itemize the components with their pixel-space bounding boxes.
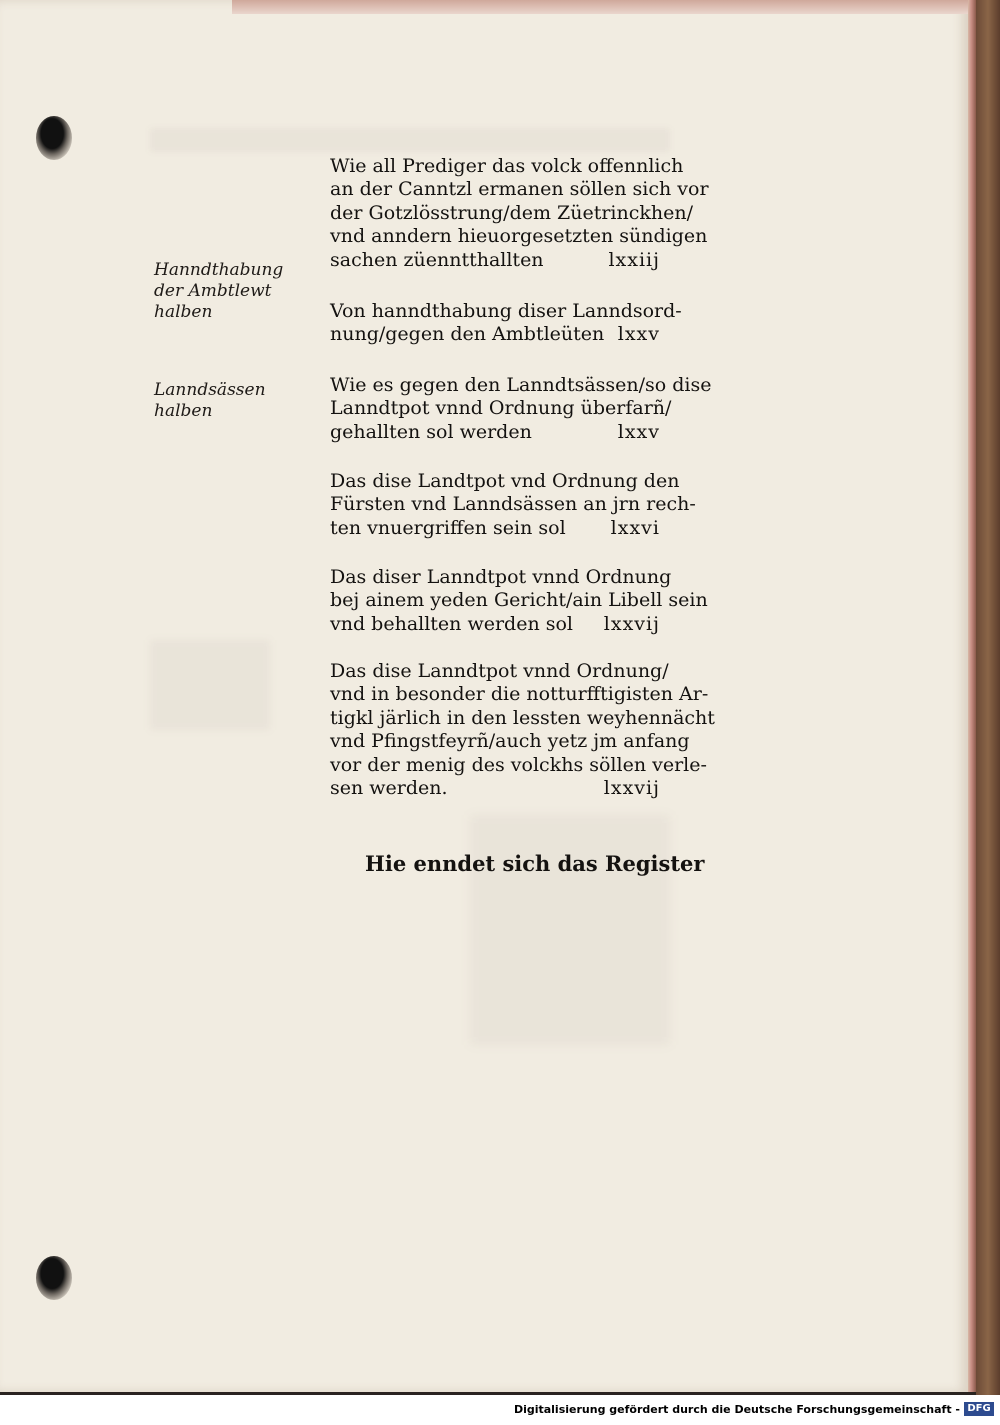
entry-line: Wie all Prediger das volck offennlich bbox=[330, 155, 684, 177]
entry-line: sachen züenntthallten bbox=[330, 248, 544, 271]
show-through-blur-1 bbox=[150, 128, 670, 152]
show-through-blur-3 bbox=[470, 815, 670, 1045]
entry-line: vnd Pfingstfeyrñ/auch yetz jm anfang bbox=[330, 730, 690, 753]
margin-note-officials: Hanndthabung der Ambtlewt halben bbox=[154, 260, 284, 322]
entry-line: vor der menig des volckhs söllen verle- bbox=[330, 753, 707, 776]
funding-credit: Digitalisierung gefördert durch die Deutsche Forschungsgemeinschaft - bbox=[513, 1403, 960, 1416]
entry-line: sen werden. bbox=[330, 777, 448, 800]
entry-line: Von hanndthabung diser Lanndsord- bbox=[330, 300, 682, 322]
folio-number: lxxvij bbox=[603, 612, 660, 635]
entry-line: Das diser Lanndtpot vnnd Ordnung bbox=[330, 566, 672, 588]
entry-line: Das dise Lanndtpot vnnd Ordnung/ bbox=[330, 660, 669, 682]
register-entry bbox=[330, 300, 682, 347]
register-entry bbox=[330, 566, 708, 636]
entry-line: der Gotzlösstrung/dem Züetrinckhen/ bbox=[330, 201, 694, 224]
entry-line: bej ainem yeden Gericht/ain Libell sein bbox=[330, 589, 708, 612]
footer-bar bbox=[0, 1395, 1000, 1425]
register-entry bbox=[330, 660, 715, 800]
folio-number: lxxvij bbox=[603, 777, 660, 800]
entry-line: nung/gegen den Ambtleüten bbox=[330, 323, 605, 346]
entry-line: gehallten sol werden bbox=[330, 420, 532, 443]
folio-number: lxxiij bbox=[608, 248, 660, 271]
entry-line: vnd anndern hieuorgesetzten sündigen bbox=[330, 225, 708, 248]
register-entry bbox=[330, 470, 696, 540]
page-top-edge bbox=[232, 0, 968, 14]
page-edge bbox=[968, 0, 976, 1392]
entry-line: Lanndtpot vnnd Ordnung überfarñ/ bbox=[330, 397, 672, 420]
entry-line: Wie es gegen den Lanndtsässen/so dise bbox=[330, 374, 712, 396]
entry-line: vnd in besonder die notturfftigisten Ar- bbox=[330, 683, 709, 706]
register-end-line: Hie enndet sich das Register bbox=[365, 851, 705, 876]
dfg-logo: DFG bbox=[964, 1402, 994, 1416]
entry-line: vnd behallten werden sol bbox=[330, 612, 573, 635]
entry-line: Fürsten vnd Lanndsässen an jrn rech- bbox=[330, 493, 696, 516]
entry-line: an der Canntzl ermanen söllen sich vor bbox=[330, 178, 709, 201]
folio-number: lxxv bbox=[617, 323, 660, 346]
punch-hole-bottom bbox=[36, 1256, 72, 1300]
margin-note-landholders: Lanndsässen halben bbox=[154, 380, 266, 421]
register-entry bbox=[330, 374, 712, 444]
entry-line: ten vnuergriffen sein sol bbox=[330, 516, 566, 539]
punch-hole-top bbox=[36, 116, 72, 160]
register-entry bbox=[330, 155, 709, 272]
folio-number: lxxv bbox=[617, 420, 660, 443]
entry-line: tigkl järlich in den lessten weyhennächt bbox=[330, 706, 715, 729]
entry-line: Das dise Landtpot vnd Ordnung den bbox=[330, 470, 680, 492]
book-binding bbox=[976, 0, 1000, 1395]
show-through-blur-2 bbox=[150, 640, 270, 730]
folio-number: lxxvi bbox=[610, 516, 660, 539]
